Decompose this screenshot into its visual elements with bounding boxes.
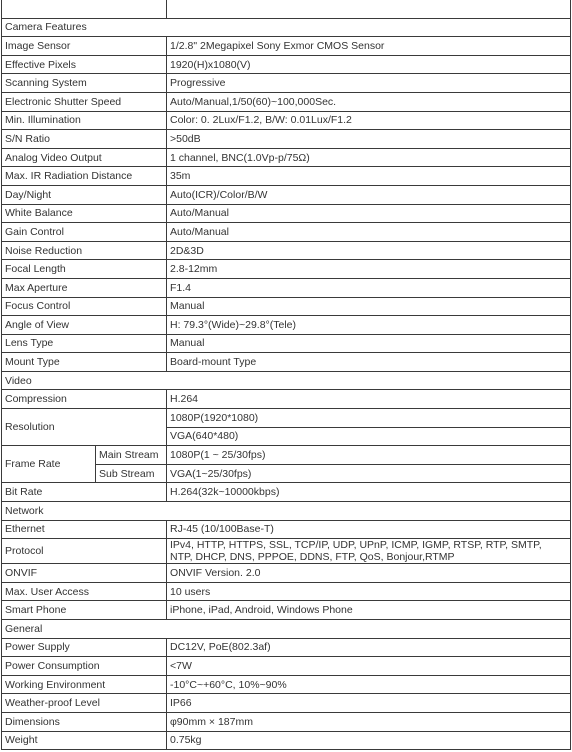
spec-value: Auto/Manual <box>167 223 571 242</box>
spec-value: H.264(32k~10000kbps) <box>167 483 571 502</box>
spec-value: 1/2.8" 2Megapixel Sony Exmor CMOS Sensor <box>167 37 571 56</box>
table-row <box>2 409 571 428</box>
spec-label: Effective Pixels <box>2 55 167 74</box>
spec-value: IPv4, HTTP, HTTPS, SSL, TCP/IP, UDP, UPnP, ICMP, IGMP, RTSP, RTP, SMTP, NTP, DHCP, DNS, PPPOE, DDNS, FTP, QoS, Bonjour,RTMP <box>167 539 571 564</box>
spec-value: 35m <box>167 167 571 186</box>
section-header: Video <box>2 371 571 390</box>
section-row <box>2 371 571 390</box>
spec-value: Color: 0. 2Lux/F1.2, B/W: 0.01Lux/F1.2 <box>167 111 571 130</box>
table-row <box>2 539 571 564</box>
spec-label: Analog Video Output <box>2 148 167 167</box>
table-row <box>2 712 571 731</box>
spec-value: 1 channel, BNC(1.0Vp-p/75Ω) <box>167 148 571 167</box>
section-row <box>2 502 571 521</box>
table-row <box>2 601 571 620</box>
spec-label <box>2 0 167 18</box>
spec-label: Dimensions <box>2 712 167 731</box>
spec-value: Progressive <box>167 74 571 93</box>
table-row <box>2 74 571 93</box>
spec-value: iPhone, iPad, Android, Windows Phone <box>167 601 571 620</box>
table-row <box>2 204 571 223</box>
spec-label: Max. IR Radiation Distance <box>2 167 167 186</box>
table-row <box>2 130 571 149</box>
spec-label: Smart Phone <box>2 601 167 620</box>
table-row <box>2 694 571 713</box>
spec-value: F1.4 <box>167 278 571 297</box>
spec-label: Max. User Access <box>2 582 167 601</box>
spec-value: Auto(ICR)/Color/B/W <box>167 185 571 204</box>
spec-value: 2D&3D <box>167 241 571 260</box>
table-row <box>2 92 571 111</box>
spec-value: <7W <box>167 657 571 676</box>
spec-label: White Balance <box>2 204 167 223</box>
spec-label: Max Aperture <box>2 278 167 297</box>
spec-sublabel: Sub Stream <box>96 464 167 483</box>
table-row <box>2 731 571 750</box>
table-row <box>2 111 571 130</box>
table-row <box>2 241 571 260</box>
spec-label: ONVIF <box>2 564 167 583</box>
spec-value: VGA(1~25/30fps) <box>167 464 571 483</box>
spec-value: Manual <box>167 297 571 316</box>
spec-label: Min. Illumination <box>2 111 167 130</box>
spec-label: Scanning System <box>2 74 167 93</box>
spec-value: 10 users <box>167 582 571 601</box>
table-row <box>2 582 571 601</box>
spec-value: φ90mm × 187mm <box>167 712 571 731</box>
spec-label: Weight <box>2 731 167 750</box>
section-row <box>2 620 571 639</box>
table-row <box>2 483 571 502</box>
section-header: Network <box>2 502 571 521</box>
spec-value: Auto/Manual,1/50(60)~100,000Sec. <box>167 92 571 111</box>
spec-value: Board-mount Type <box>167 353 571 372</box>
table-row <box>2 148 571 167</box>
spec-label: Resolution <box>2 409 167 446</box>
table-row <box>2 278 571 297</box>
spec-value: 0.75kg <box>167 731 571 750</box>
table-row <box>2 638 571 657</box>
spec-value: Manual <box>167 334 571 353</box>
table-row <box>2 185 571 204</box>
spec-table <box>1 0 571 750</box>
spec-label: Power Consumption <box>2 657 167 676</box>
spec-label: Bit Rate <box>2 483 167 502</box>
table-row <box>2 316 571 335</box>
spec-label: Day/Night <box>2 185 167 204</box>
spec-label: S/N Ratio <box>2 130 167 149</box>
spec-label: Compression <box>2 390 167 409</box>
table-row <box>2 223 571 242</box>
spec-value: VGA(640*480) <box>167 427 571 446</box>
spec-label: Angle of View <box>2 316 167 335</box>
table-row <box>2 260 571 279</box>
table-row <box>2 657 571 676</box>
table-row <box>2 520 571 539</box>
spec-value: ONVIF Version. 2.0 <box>167 564 571 583</box>
spec-value: DC12V, PoE(802.3af) <box>167 638 571 657</box>
spec-value: IP66 <box>167 694 571 713</box>
table-row <box>2 675 571 694</box>
table-row <box>2 297 571 316</box>
spec-label: Focus Control <box>2 297 167 316</box>
spec-value: >50dB <box>167 130 571 149</box>
section-row <box>2 18 571 37</box>
spec-label: Mount Type <box>2 353 167 372</box>
table-row <box>2 446 571 465</box>
spec-value: RJ-45 (10/100Base-T) <box>167 520 571 539</box>
spec-label: Image Sensor <box>2 37 167 56</box>
spec-value: 1920(H)x1080(V) <box>167 55 571 74</box>
table-row <box>2 37 571 56</box>
spec-label: Protocol <box>2 539 167 564</box>
spec-value: 2.8-12mm <box>167 260 571 279</box>
spec-label: Electronic Shutter Speed <box>2 92 167 111</box>
spec-label: Focal Length <box>2 260 167 279</box>
table-row <box>2 390 571 409</box>
table-row <box>2 564 571 583</box>
table-row <box>2 55 571 74</box>
spec-label: Working Environment <box>2 675 167 694</box>
table-row <box>2 353 571 372</box>
spec-label: Noise Reduction <box>2 241 167 260</box>
spec-value: -10°C~+60°C, 10%~90% <box>167 675 571 694</box>
spec-value: H.264 <box>167 390 571 409</box>
spec-sublabel: Main Stream <box>96 446 167 465</box>
spec-value <box>167 0 571 18</box>
section-header: Camera Features <box>2 18 571 37</box>
spec-label: Power Supply <box>2 638 167 657</box>
spec-label: Lens Type <box>2 334 167 353</box>
section-header: General <box>2 620 571 639</box>
spec-label: Frame Rate <box>2 446 96 483</box>
spec-label: Gain Control <box>2 223 167 242</box>
table-row <box>2 167 571 186</box>
spec-value: Auto/Manual <box>167 204 571 223</box>
spec-label: Weather-proof Level <box>2 694 167 713</box>
spec-value: H: 79.3°(Wide)~29.8°(Tele) <box>167 316 571 335</box>
spec-label: Ethernet <box>2 520 167 539</box>
table-row <box>2 0 571 18</box>
spec-table-body <box>2 0 571 750</box>
spec-value: 1080P(1 ~ 25/30fps) <box>167 446 571 465</box>
table-row <box>2 334 571 353</box>
spec-value: 1080P(1920*1080) <box>167 409 571 428</box>
